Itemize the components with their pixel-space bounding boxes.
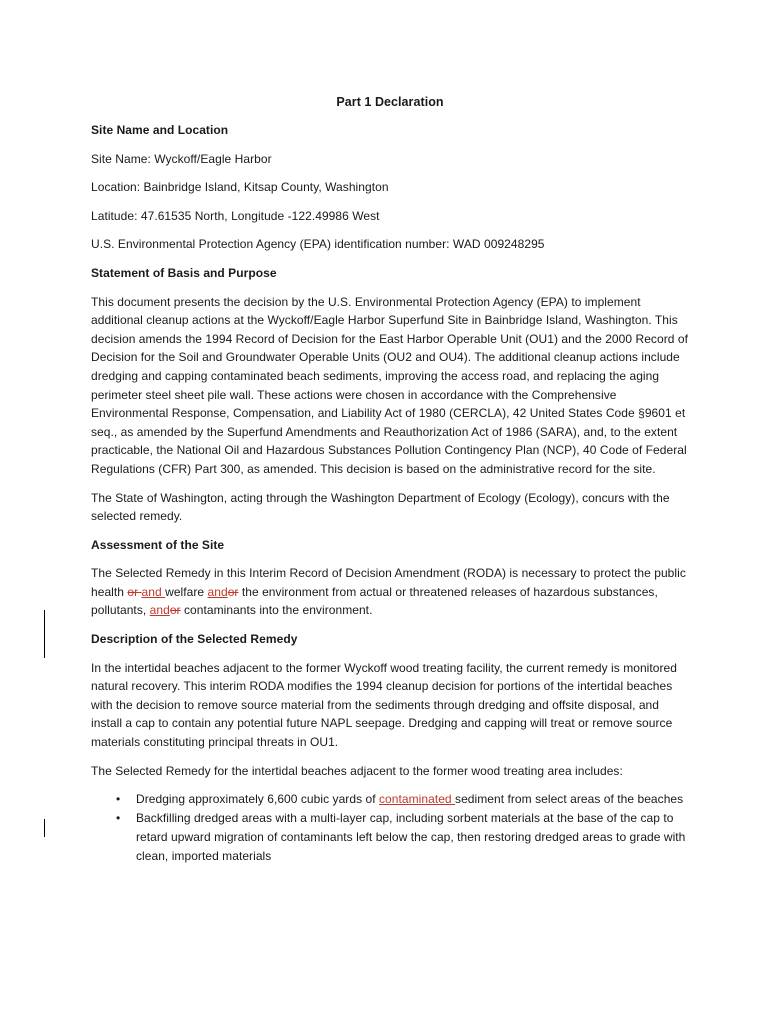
remedy-bullet-list xyxy=(91,790,689,865)
site-name: Site Name: Wyckoff/Eagle Harbor xyxy=(91,151,272,166)
inserted-text: contaminated xyxy=(379,792,456,807)
change-bar-assessment xyxy=(44,610,45,658)
deleted-text: or xyxy=(127,584,142,599)
description-paragraph-2: The Selected Remedy for the intertidal beaches adjacent to the former wood treating area includes: xyxy=(91,763,623,778)
inserted-text: and xyxy=(207,584,228,599)
site-heading: Site Name and Location xyxy=(91,123,229,137)
assessment-text-1: The Selected Remedy in this Interim Record of Decision Amendment (RODA) is necessary to protect the public health xyxy=(91,566,686,599)
site-location: Location: Bainbridge Island, Kitsap County, Washington xyxy=(91,180,389,195)
bullet-icon: • xyxy=(116,811,121,826)
basis-paragraph-2: The State of Washington, acting through the Washington Department of Ecology (Ecology), concurs with the selected remedy. xyxy=(91,490,670,524)
bullet-icon: • xyxy=(116,792,121,807)
change-bar-bullets xyxy=(44,819,45,837)
assessment-heading: Assessment of the Site xyxy=(91,537,225,552)
list-item xyxy=(91,790,689,809)
assessment-paragraph xyxy=(91,564,689,620)
assessment-text-2: welfare xyxy=(165,584,208,599)
basis-paragraph-1: This document presents the decision by the U.S. Environmental Protection Agency (EPA) to implement additional cleanup actions at the Wyckoff/Eagle Harbor Superfund Site in Bainbridge Island, Washington. This decision amends the 1994 Record of Decision for the East Harbor Operable Unit (OU1) and the 2000 Record of Decision for the Soil and Groundwater Operable Units (OU2 and OU4). The additional cleanup actions include dredging and capping contaminated beach sediments, improving the access road, and replacing the aging perimeter steel sheet pile wall. These actions were chosen in accordance with the Comprehensive Environmental Response, Compensation, and Liability Act of 1980 (CERCLA), 42 United States Code §9601 et seq., as amended by the Superfund Amendments and Reauthorization Act of 1986 (SARA), and, to the extent practicable, the National Oil and Hazardous Substances Pollution Contingency Plan (NCP), 40 Code of Federal Regulations (CFR) Part 300, as amended. This decision is based on the administrative record for the site. xyxy=(91,294,688,476)
bullet-text: Backfilling dredged areas with a multi-layer cap, including sorbent materials at the base of the cap to retard upward migration of contaminants left below the cap, then restoring dredged areas to grade with clean, imported materials xyxy=(136,811,686,863)
bullet-text: Dredging approximately 6,600 cubic yards of xyxy=(136,792,379,807)
list-item xyxy=(91,809,689,865)
document-body xyxy=(91,92,689,866)
assessment-text-3: the environment from actual or threatened releases of hazardous substances, pollutants, xyxy=(91,584,658,618)
inserted-text: and xyxy=(149,603,170,618)
deleted-text: or xyxy=(169,603,181,618)
bullet-text: sediment from select areas of the beaches xyxy=(455,792,684,807)
basis-heading: Statement of Basis and Purpose xyxy=(91,265,277,280)
page-title: Part 1 Declaration xyxy=(336,95,444,109)
description-heading: Description of the Selected Remedy xyxy=(91,632,298,647)
description-paragraph-1: In the intertidal beaches adjacent to the former Wyckoff wood treating facility, the current remedy is monitored natural recovery. This interim RODA modifies the 1994 cleanup decision for portions of the intertidal beaches with the decision to remove source material from the sediments through dredging and offsite disposal, and install a cap to contain any potential future NAPL seepage. Dredging and capping will treat or remove source materials constituting principal threats in OU1. xyxy=(91,660,677,750)
site-coordinates: Latitude: 47.61535 North, Longitude -122.49986 West xyxy=(91,208,380,223)
deleted-text: or xyxy=(227,584,239,599)
assessment-text-4: contaminants into the environment. xyxy=(180,603,373,618)
epa-identification: U.S. Environmental Protection Agency (EPA) identification number: WAD 009248295 xyxy=(91,237,545,252)
inserted-text: and xyxy=(141,584,166,599)
